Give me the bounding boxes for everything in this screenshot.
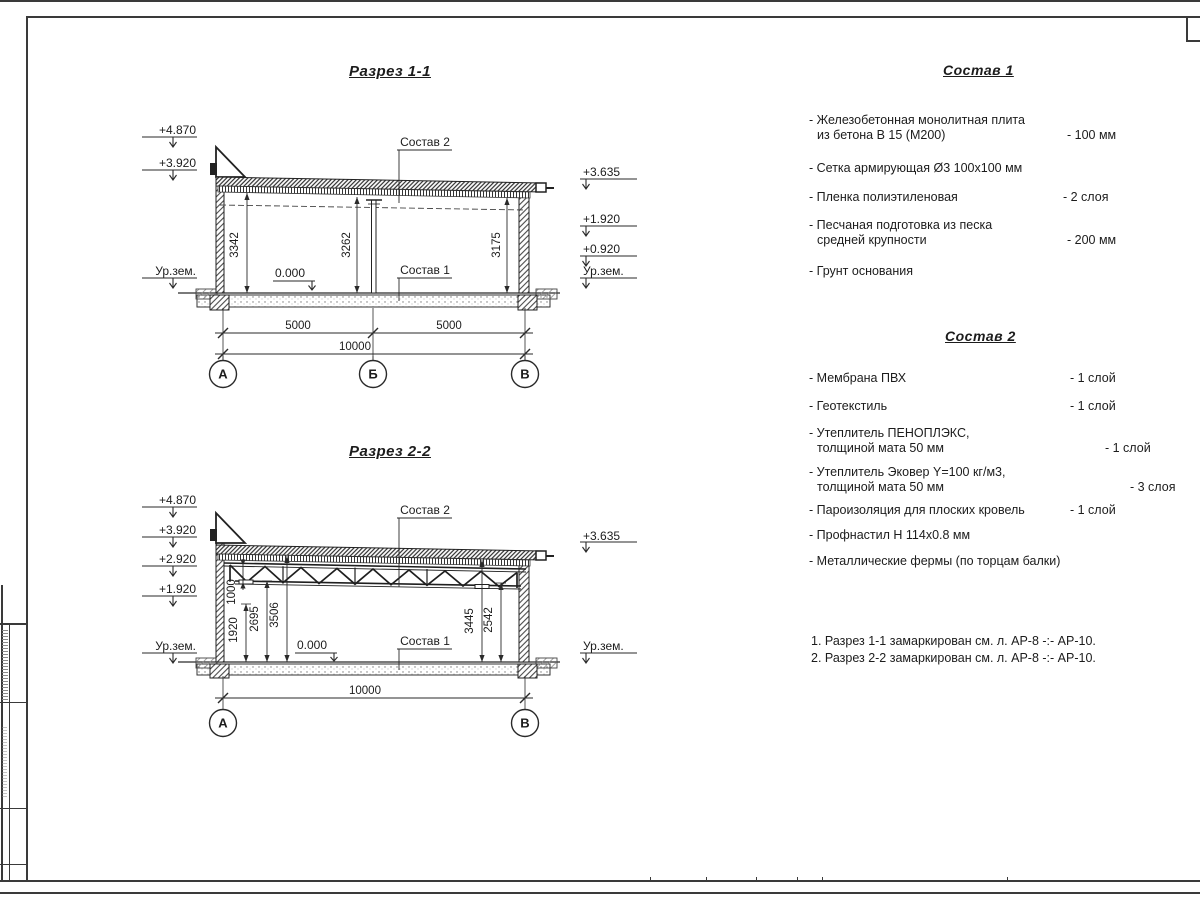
s2-parapet	[216, 513, 245, 543]
s2-label-sostav2: Состав 2	[400, 503, 450, 517]
axis-label: А	[218, 366, 228, 382]
s2-elevations-left	[142, 493, 197, 663]
item-value: - 1 слой	[1070, 503, 1116, 517]
total-dim: 10000	[339, 341, 371, 353]
height-dim: 1000	[226, 579, 238, 605]
s2-bottom-dimensions	[215, 676, 533, 706]
titleblock-tick	[822, 877, 823, 881]
elevation-mark: +1.920	[158, 582, 196, 596]
item-value: - 2 слоя	[1063, 190, 1109, 204]
s2-foundation-right	[518, 664, 537, 678]
span-dim: 5000	[285, 320, 311, 332]
item-value: - 3 слоя	[1130, 480, 1176, 494]
s2-elevations-right	[580, 529, 637, 663]
s2-roof-edge-cap	[536, 551, 546, 560]
elevation-mark: +4.870	[158, 493, 196, 507]
material-item: - Металлические фермы (по торцам балки)	[809, 554, 1061, 568]
material-item: - Геотекстиль - 1 слой	[809, 399, 1116, 413]
ground-level-mark: Ур.зем.	[583, 264, 624, 278]
item-value: - 1 слой	[1070, 371, 1116, 385]
section-1-1-drawing	[125, 100, 680, 400]
material-item: - Железобетонная монолитная плита из бетона В 15 (М200) - 100 мм	[809, 113, 1117, 142]
axis-label: В	[520, 715, 530, 731]
s1-leader-labels	[273, 135, 452, 301]
total-dim: 10000	[349, 685, 381, 697]
s1-parapet-detail	[210, 163, 217, 175]
height-dim: 3342	[229, 232, 241, 258]
material-item: - Утеплитель ПЕНОПЛЭКС, толщиной мата 50 мм - 1 слой	[809, 426, 1151, 455]
s1-foundation-right	[518, 295, 537, 310]
material-item: - Профнастил Н 114х0.8 мм	[809, 528, 971, 542]
composition-1-title: Состав 1	[943, 62, 1014, 78]
s1-wall-right	[519, 184, 529, 293]
s1-elevations-right	[580, 165, 637, 288]
s1-axis-bubbles	[210, 356, 539, 388]
frame-bottom	[0, 880, 1200, 882]
s1-zero-mark: 0.000	[275, 266, 306, 280]
axis-label: А	[218, 715, 228, 731]
margin-divider	[0, 864, 27, 865]
titleblock-tick	[706, 877, 707, 881]
s1-apron-right	[536, 289, 557, 299]
elevation-mark: +0.920	[583, 242, 621, 256]
material-item: - Пароизоляция для плоских кровель - 1 слой	[809, 503, 1116, 517]
item-value: - 1 слой	[1105, 441, 1151, 455]
margin-divider	[0, 702, 27, 703]
section2-title: Разрез 2-2	[348, 443, 431, 460]
height-dim: 3445	[464, 608, 476, 634]
s2-height-dimensions	[226, 556, 506, 662]
s2-axis-bubbles	[210, 706, 539, 737]
paper-top-edge	[0, 0, 1200, 2]
s1-parapet	[216, 147, 245, 177]
elevation-mark: +3.635	[583, 165, 621, 179]
height-dim: 2542	[483, 607, 495, 633]
corner-stamp-box	[1186, 18, 1200, 42]
elevation-mark: +3.920	[158, 523, 196, 537]
elevation-mark: +4.870	[158, 123, 196, 137]
paper-bottom-edge	[0, 892, 1200, 894]
material-item: - Сетка армирующая Ø3 100х100 мм	[809, 161, 1023, 175]
s1-height-dimensions	[229, 193, 510, 293]
elevation-mark: +1.920	[583, 212, 621, 226]
titleblock-tick	[650, 877, 651, 881]
frame-top	[26, 16, 1200, 18]
s1-floor-slab	[197, 295, 550, 307]
margin-label-stripe	[2, 727, 7, 797]
s1-roof-edge-cap	[536, 183, 546, 192]
s1-building	[178, 147, 560, 310]
height-dim: 2695	[249, 606, 261, 632]
s1-bottom-dimensions	[215, 308, 533, 362]
span-dim: 5000	[436, 320, 462, 332]
ground-level-mark: Ур.зем.	[583, 639, 624, 653]
s2-zero-arrow	[331, 653, 338, 661]
elevation-mark: +3.635	[583, 529, 621, 543]
s1-label-sostav2: Состав 2	[400, 135, 450, 149]
axis-label: Б	[368, 366, 378, 382]
height-dim: 1920	[228, 617, 240, 643]
material-item: - Утеплитель Эковер Y=100 кг/м3, толщиной мата 50 мм - 3 слоя	[809, 465, 1176, 494]
margin-divider	[0, 808, 27, 809]
s2-apron-right	[536, 658, 557, 668]
s2-zero-mark: 0.000	[297, 638, 328, 652]
s1-middle-column	[372, 200, 377, 293]
margin-divider	[0, 623, 27, 625]
s1-label-sostav1: Состав 1	[400, 263, 450, 277]
material-item: - Песчаная подготовка из песка средней крупности - 200 мм	[809, 218, 1117, 247]
titleblock-tick	[797, 877, 798, 881]
material-item: - Мембрана ПВХ - 1 слой	[809, 371, 1116, 385]
s1-zero-arrow	[309, 281, 316, 290]
composition-2-list	[795, 328, 1200, 588]
axis-label: В	[520, 366, 530, 382]
s2-foundation-left	[210, 664, 229, 678]
elevation-mark: +2.920	[158, 552, 196, 566]
s2-floor-slab	[197, 664, 550, 675]
composition-1-list	[795, 62, 1200, 302]
height-dim: 3506	[269, 602, 281, 628]
item-value: - 200 мм	[1067, 233, 1117, 247]
ground-level-mark: Ур.зем.	[155, 639, 196, 653]
height-dim: 3262	[341, 232, 353, 258]
item-value: - 100 мм	[1067, 128, 1117, 142]
titleblock-tick	[756, 877, 757, 881]
composition-2-title: Состав 2	[945, 328, 1016, 344]
s2-truss-plate	[239, 580, 253, 584]
material-item: - Грунт основания	[809, 264, 914, 278]
elevation-mark: +3.920	[158, 156, 196, 170]
s2-parapet-detail	[210, 529, 217, 541]
margin-label-stripe	[2, 628, 8, 700]
height-dim: 3175	[491, 232, 503, 258]
note-line: 1. Разрез 1-1 замаркирован см. л. АР-8 -:- АР-10.	[811, 634, 1096, 648]
s1-elevations-left	[142, 123, 197, 288]
note-line: 2. Разрез 2-2 замаркирован см. л. АР-8 -:- АР-10.	[811, 651, 1096, 665]
titleblock-tick	[1007, 877, 1008, 881]
material-item: - Пленка полиэтиленовая - 2 слоя	[809, 190, 1109, 204]
margin-strip-inner	[9, 623, 10, 882]
s2-label-sostav1: Состав 1	[400, 634, 450, 648]
notes	[795, 633, 1200, 667]
section-2-2-drawing	[125, 470, 680, 750]
section1-title: Разрез 1-1	[348, 63, 431, 80]
s1-foundation-left	[210, 295, 229, 310]
ground-level-mark: Ур.зем.	[155, 264, 196, 278]
frame-left	[26, 16, 28, 882]
s2-wall-left	[216, 543, 224, 662]
s1-wall-left	[216, 177, 224, 293]
item-value: - 1 слой	[1070, 399, 1116, 413]
